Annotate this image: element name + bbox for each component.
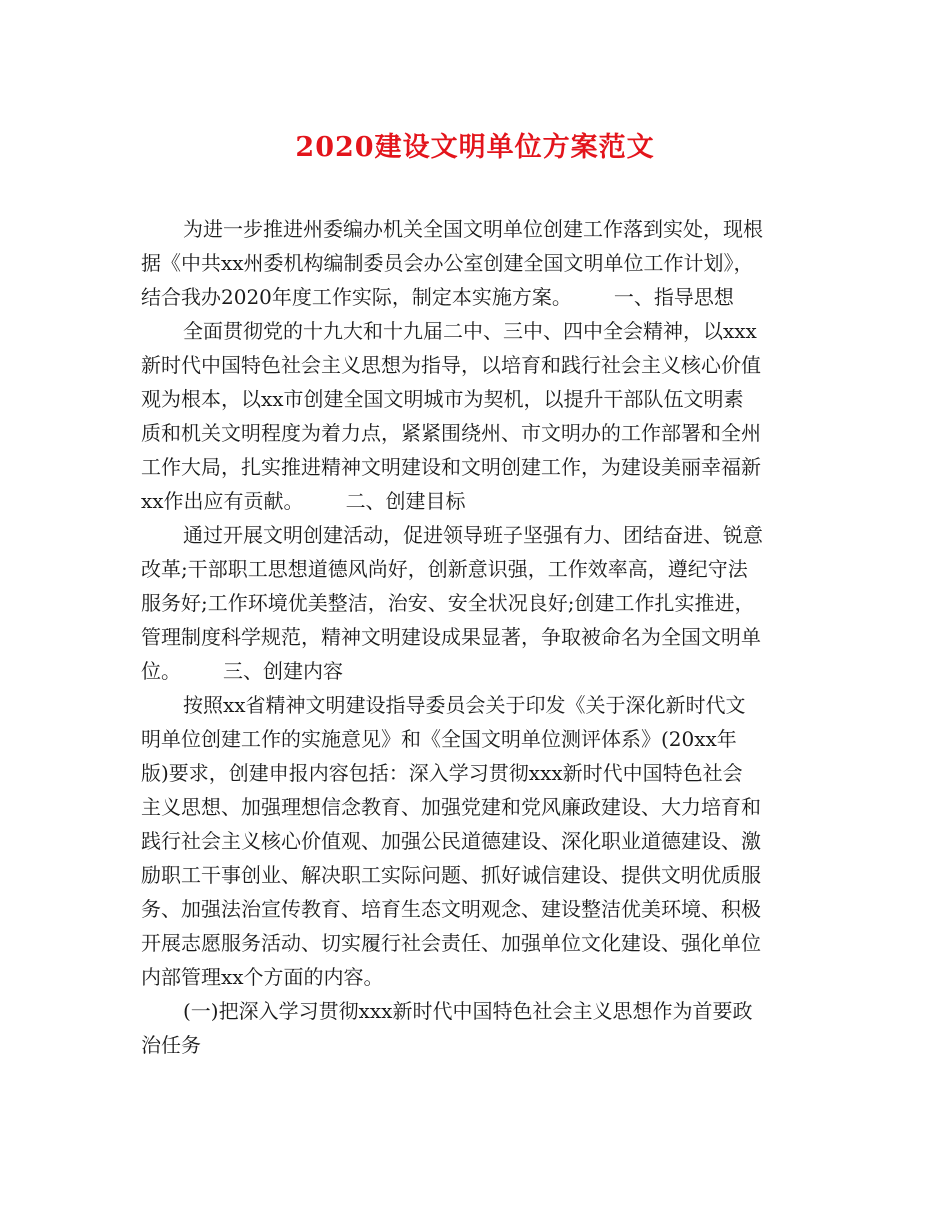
paragraph-line: 服务好;工作环境优美整洁，治安、安全状况良好;创建工作扎实推进，	[141, 591, 755, 615]
paragraph-line: 通过开展文明创建活动，促进领导班子坚强有力、团结奋进、锐意	[183, 523, 763, 547]
document-title: 2020建设文明单位方案范文	[295, 132, 655, 163]
paragraph-line: 为进一步推进州委编办机关全国文明单位创建工作落到实处，现根	[183, 217, 763, 241]
paragraph-line: 新时代中国特色社会主义思想为指导，以培育和践行社会主义核心价值	[141, 353, 761, 377]
paragraph-line: 质和机关文明程度为着力点，紧紧围绕州、市文明办的工作部署和全州	[141, 421, 761, 445]
paragraph-line: 全面贯彻党的十九大和十九届二中、三中、四中全会精神，以xxx	[183, 319, 757, 343]
paragraph-text: xx作出应有贡献。	[141, 489, 304, 513]
paragraph-line: 内部管理xx个方面的内容。	[141, 965, 384, 989]
paragraph-line: 工作大局，扎实推进精神文明建设和文明创建工作，为建设美丽幸福新	[141, 455, 761, 479]
section-heading-1: 一、指导思想	[613, 285, 734, 309]
paragraph-line	[141, 484, 817, 518]
paragraph-line: (一)把深入学习贯彻xxx新时代中国特色社会主义思想作为首要政	[183, 999, 753, 1023]
paragraph-text: 结合我办2020年度工作实际，制定本实施方案。	[141, 285, 572, 309]
paragraph-line: 开展志愿服务活动、切实履行社会责任、加强单位文化建设、强化单位	[141, 931, 761, 955]
paragraph-line: 践行社会主义核心价值观、加强公民道德建设、深化职业道德建设、激	[141, 829, 761, 853]
document-body	[141, 212, 817, 1062]
paragraph-line: 观为根本，以xx市创建全国文明城市为契机，以提升干部队伍文明素	[141, 387, 744, 411]
section-heading-2: 二、创建目标	[345, 489, 466, 513]
paragraph-line: 版)要求，创建申报内容包括：深入学习贯彻xxx新时代中国特色社会	[141, 761, 743, 785]
paragraph-line: 主义思想、加强理想信念教育、加强党建和党风廉政建设、大力培育和	[141, 795, 761, 819]
paragraph-line: 务、加强法治宣传教育、培育生态文明观念、建设整洁优美环境、积极	[141, 897, 761, 921]
paragraph-line: 励职工干事创业、解决职工实际问题、抓好诚信建设、提供文明优质服	[141, 863, 761, 887]
paragraph-line: 管理制度科学规范，精神文明建设成果显著，争取被命名为全国文明单	[141, 625, 761, 649]
paragraph-text: 位。	[141, 659, 181, 683]
paragraph-line: 明单位创建工作的实施意见》和《全国文明单位测评体系》(20xx年	[141, 727, 737, 751]
paragraph-line: 治任务	[141, 1033, 201, 1057]
paragraph-line: 改革;干部职工思想道德风尚好，创新意识强，工作效率高，遵纪守法	[141, 557, 748, 581]
paragraph-line	[141, 654, 817, 688]
paragraph-line: 据《中共xx州委机构编制委员会办公室创建全国文明单位工作计划》，	[141, 251, 754, 275]
paragraph-line: 按照xx省精神文明建设指导委员会关于印发《关于深化新时代文	[183, 693, 746, 717]
section-heading-3: 三、创建内容	[223, 659, 343, 683]
paragraph-line	[141, 280, 817, 314]
